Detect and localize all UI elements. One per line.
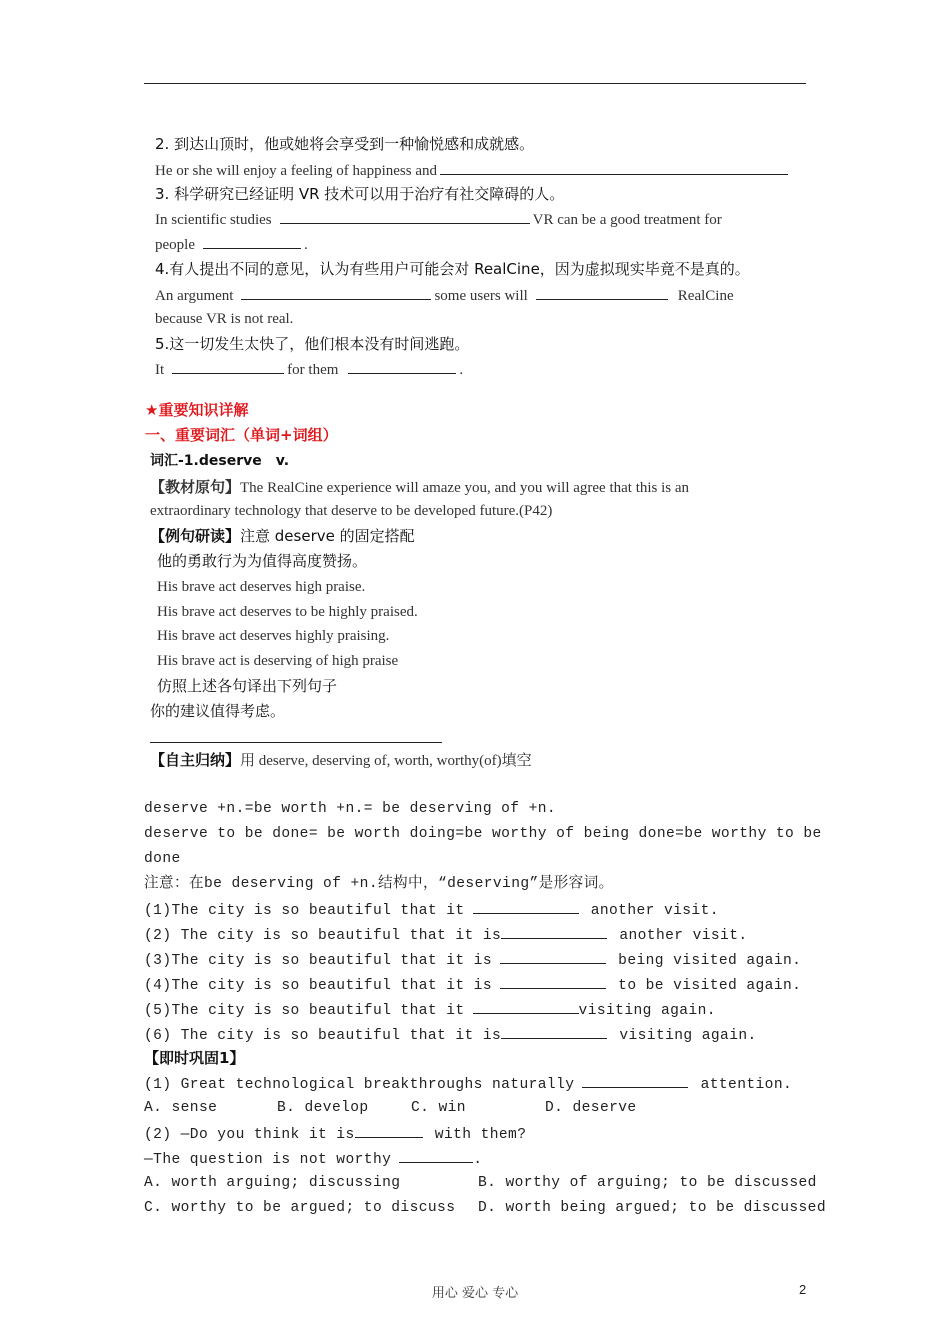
quiz-q2-tail: with them? (425, 1127, 527, 1143)
rule-note: 注意：在be deserving of +n.结构中，“deserving”是形容词。 (144, 876, 614, 892)
translate-task: 你的建议值得考虑。 (150, 702, 286, 720)
fill-4-blank[interactable] (500, 974, 606, 989)
page-number: 2 (799, 1282, 807, 1297)
quiz-q1-option-a[interactable]: A. sense (144, 1100, 218, 1116)
q4-english-b: some users will (434, 288, 528, 304)
quiz-tag: 【即时巩固1】 (144, 1049, 245, 1067)
summary-tag: 【自主归纳】 (150, 751, 241, 769)
q4-english (155, 285, 734, 306)
fill-6 (144, 1024, 757, 1046)
rule-1: deserve +n.=be worth +n.= be deserving of +n. (144, 801, 557, 817)
quiz-q1-tail: attention. (691, 1077, 793, 1093)
quiz-q2-text: (2) —Do you think it is (144, 1127, 355, 1143)
quiz-q1-blank[interactable] (582, 1073, 688, 1088)
q4-english-d: because VR is not real. (155, 311, 294, 327)
fill-3-tail: being visited again. (609, 953, 802, 969)
fill-6-text: (6) The city is so beautiful that it is (144, 1028, 502, 1044)
example-3: His brave act deserves highly praising. (157, 628, 390, 644)
example-tag: 【例句研读】 (150, 527, 241, 545)
header-rule (144, 83, 806, 84)
q2-english (155, 160, 791, 181)
imitate-instruction: 仿照上述各句译出下列句子 (157, 677, 338, 695)
q3-english (155, 209, 722, 230)
example-2: His brave act deserves to be highly praised. (157, 604, 418, 620)
vocab-heading: 词汇-1.deserve v. (150, 453, 290, 469)
rule-2: deserve to be done= be worth doing=be worthy of being done=be worthy to be (144, 826, 822, 842)
fill-3-text: (3)The city is so beautiful that it is (144, 953, 492, 969)
example-chinese: 他的勇敢行为为值得高度赞扬。 (157, 552, 368, 570)
q5-english: It for them . (155, 359, 463, 380)
example-heading (150, 526, 415, 546)
quiz-q2-option-c[interactable]: C. worthy to be argued; to discuss (144, 1200, 456, 1216)
fill-5-tail: visiting again. (578, 1003, 716, 1019)
source-text-1: The RealCine experience will amaze you, and you will agree that this is an (240, 480, 690, 496)
fill-3-blank[interactable] (500, 949, 606, 964)
fill-6-blank[interactable] (501, 1024, 607, 1039)
rule-3: done (144, 851, 181, 867)
fill-2-blank[interactable] (501, 924, 607, 939)
q3-chinese: 3. 科学研究已经证明 VR 技术可以用于治疗有社交障碍的人。 (155, 185, 565, 203)
quiz-q1-option-c[interactable]: C. win (411, 1100, 466, 1116)
q4-chinese: 4.有人提出不同的意见，认为有些用户可能会对 RealCine，因为虚拟现实毕竟不是真的。 (155, 260, 750, 278)
q5-english-b: for them (287, 362, 339, 378)
summary-heading (150, 750, 532, 771)
quiz-q1-option-b[interactable]: B. develop (277, 1100, 369, 1116)
fill-1-tail: another visit. (581, 903, 719, 919)
fill-4-tail: to be visited again. (609, 978, 802, 994)
vocab-source-line2: extraordinary technology that deserve to be developed future.(P42) (150, 503, 553, 519)
example-1: His brave act deserves high praise. (157, 579, 366, 595)
quiz-q2-reply-text: —The question is not worthy (144, 1152, 392, 1168)
example-4: His brave act is deserving of high praise (157, 653, 399, 669)
fill-5 (144, 999, 716, 1021)
q2-blank[interactable] (440, 160, 788, 175)
q3-english-a: In scientific studies (155, 212, 272, 228)
q3-blank-1[interactable] (280, 209, 530, 224)
quiz-q1-option-d[interactable]: D. deserve (545, 1100, 637, 1116)
quiz-q2-reply-end: . (473, 1152, 483, 1168)
example-note: 注意 deserve 的固定搭配 (240, 527, 415, 545)
fill-1 (144, 899, 719, 921)
translate-answer-line[interactable] (150, 742, 442, 743)
fill-2 (144, 924, 748, 946)
q3-english-line2: people . (155, 234, 308, 255)
fill-1-text: (1)The city is so beautiful that it (144, 903, 465, 919)
section-subtitle: 一、重要词汇（单词+词组） (145, 426, 338, 444)
section-title: ★重要知识详解 (145, 401, 249, 419)
fill-1-blank[interactable] (473, 899, 579, 914)
fill-4-text: (4)The city is so beautiful that it is (144, 978, 492, 994)
quiz-q2-option-d[interactable]: D. worth being argued; to be discussed (478, 1200, 826, 1216)
fill-5-blank[interactable] (473, 999, 579, 1014)
page-footer: 用心 爱心 专心 (431, 1286, 519, 1301)
q3-english-b: VR can be a good treatment for (532, 212, 722, 228)
fill-5-text: (5)The city is so beautiful that it (144, 1003, 465, 1019)
source-tag: 【教材原句】 (150, 478, 241, 496)
quiz-q2-blank-1[interactable] (355, 1123, 423, 1138)
quiz-q1-text: (1) Great technological breakthroughs naturally (144, 1077, 575, 1093)
quiz-q2-reply (144, 1148, 482, 1170)
fill-4 (144, 974, 801, 996)
quiz-q2-option-b[interactable]: B. worthy of arguing; to be discussed (478, 1175, 817, 1191)
fill-3 (144, 949, 801, 971)
summary-text: 用 deserve, deserving of, worth, worthy(of)填空 (240, 753, 532, 769)
q2-english-text: He or she will enjoy a feeling of happiness and (155, 163, 438, 179)
q5-chinese: 5.这一切发生太快了，他们根本没有时间逃跑。 (155, 335, 470, 353)
vocab-source-line1 (150, 477, 689, 498)
quiz-q2-option-a[interactable]: A. worth arguing; discussing (144, 1175, 401, 1191)
fill-2-text: (2) The city is so beautiful that it is (144, 928, 502, 944)
q4-english-c: RealCine (677, 288, 734, 304)
q5-blank-2[interactable] (348, 359, 456, 374)
q5-english-a: It (155, 362, 165, 378)
quiz-q2-blank-2[interactable] (399, 1148, 473, 1163)
fill-2-tail: another visit. (610, 928, 748, 944)
fill-6-tail: visiting again. (610, 1028, 757, 1044)
q3-blank-2[interactable] (203, 234, 301, 249)
q3-english-c: people (155, 237, 195, 253)
q2-chinese: 2. 到达山顶时，他或她将会享受到一种愉悦感和成就感。 (155, 135, 535, 153)
quiz-q2 (144, 1123, 526, 1145)
q4-blank-1[interactable] (241, 285, 431, 300)
quiz-q1 (144, 1073, 792, 1095)
q5-blank-1[interactable] (172, 359, 284, 374)
q4-blank-2[interactable] (536, 285, 668, 300)
q4-english-a: An argument (155, 288, 234, 304)
